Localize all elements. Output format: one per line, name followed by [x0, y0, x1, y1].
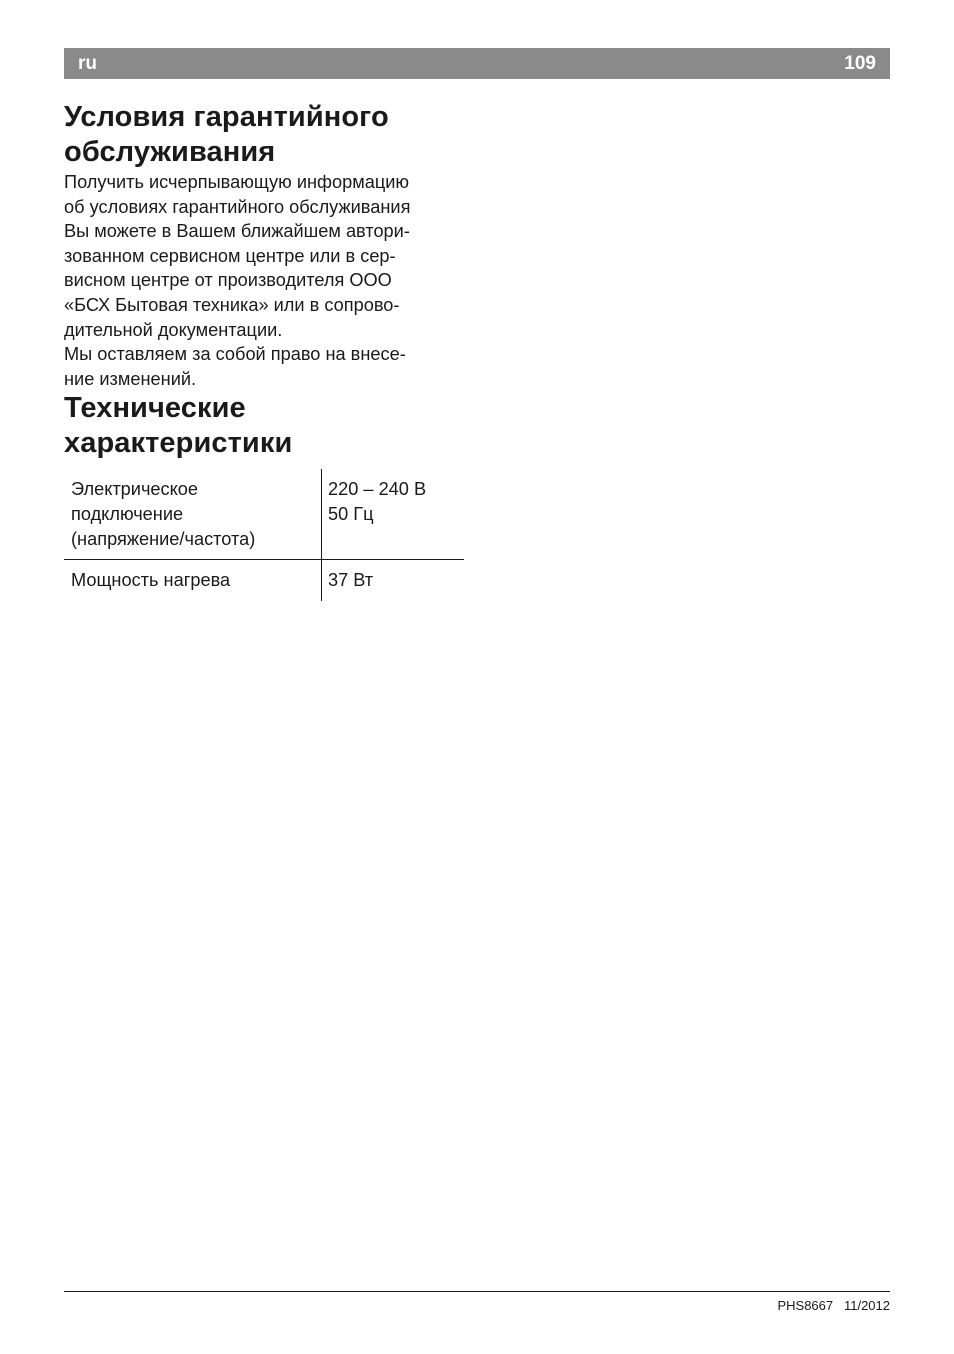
- page-header-bar: [64, 48, 890, 79]
- tech-title-line: характеристики: [64, 427, 293, 460]
- table-row: [64, 469, 464, 559]
- warranty-paragraph: [64, 170, 464, 342]
- spec-label-cell: [64, 560, 322, 601]
- spec-value-line: 37 Вт: [328, 570, 374, 591]
- spec-label-line: (напряжение/частота): [71, 528, 256, 549]
- paragraph-line: дительной документации.: [64, 319, 283, 340]
- tech-specs-title: [64, 391, 464, 461]
- footer-divider: [64, 1291, 890, 1292]
- language-code: ru: [78, 52, 97, 74]
- warranty-title-line: Условия гарантийного: [64, 101, 389, 133]
- warranty-title: [64, 100, 464, 170]
- tech-title-line: Технические: [64, 392, 246, 425]
- spec-value-line: 50 Гц: [328, 503, 374, 524]
- page-number: 109: [844, 52, 876, 74]
- paragraph-line: зованном сервисном центре или в сер-: [64, 245, 396, 266]
- paragraph-line: висном центре от производителя ООО: [64, 270, 392, 291]
- spec-value-line: 220 – 240 В: [328, 479, 427, 500]
- specs-table: [64, 469, 464, 600]
- paragraph-line: Вы можете в Вашем ближайшем автори-: [64, 221, 410, 242]
- paragraph-line: об условиях гарантийного обслуживания: [64, 196, 411, 217]
- paragraph-line: ние изменений.: [64, 368, 197, 389]
- footer-model: PHS8667: [777, 1298, 834, 1313]
- paragraph-line: Получить исчерпывающую информацию: [64, 172, 410, 192]
- footer-date: 11/2012: [843, 1298, 890, 1313]
- content-column: [64, 100, 464, 601]
- spec-label-cell: [64, 469, 322, 559]
- spec-value-cell: [322, 560, 465, 601]
- spec-label-line: Электрическое: [71, 479, 199, 500]
- spec-value-cell: [322, 469, 465, 559]
- warranty-title-line: обслуживания: [64, 136, 276, 168]
- table-row: [64, 560, 464, 601]
- paragraph-line: Мы оставляем за собой право на внесе-: [64, 344, 406, 365]
- paragraph-line: «БСХ Бытовая техника» или в сопрово-: [64, 294, 400, 315]
- rights-paragraph: [64, 342, 464, 391]
- spec-label-line: подключение: [71, 503, 184, 524]
- footer-info: [777, 1298, 890, 1313]
- spec-label-line: Мощность нагрева: [71, 570, 231, 591]
